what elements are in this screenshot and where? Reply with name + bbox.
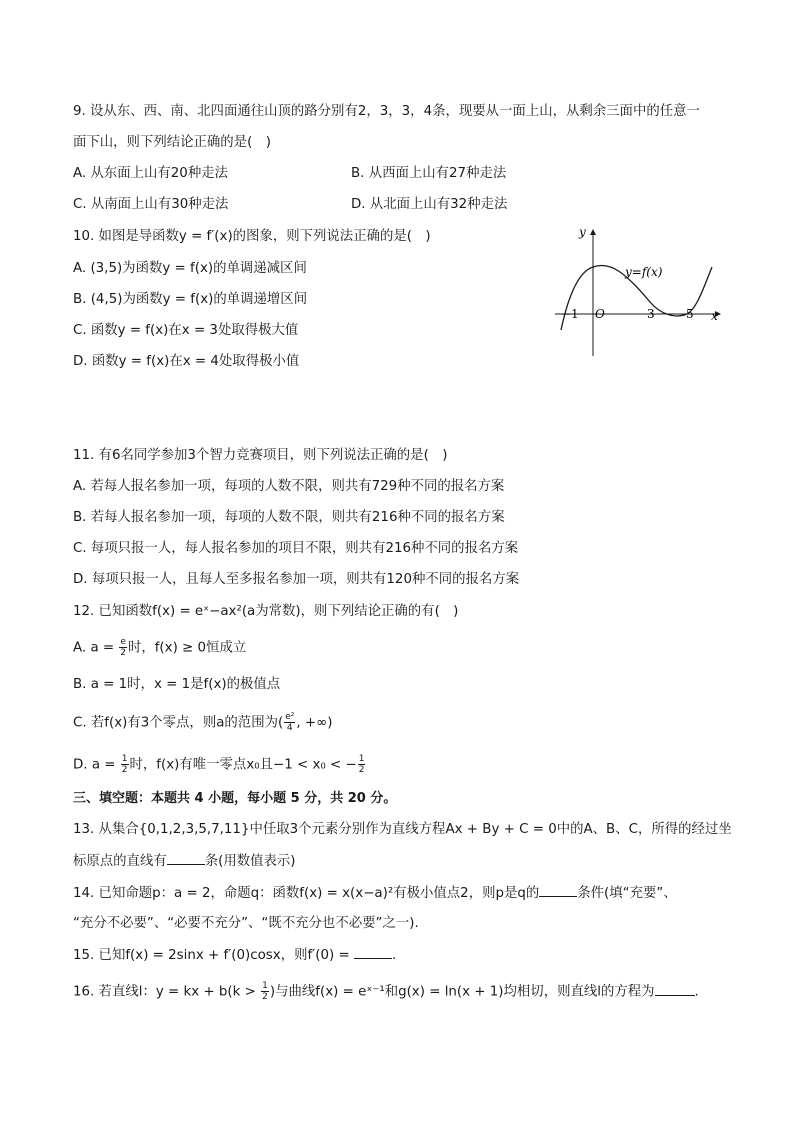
q12-d-numerator-2: 1 [358,754,365,764]
q16-middle: )与曲线f(x) = eˣ⁻¹和g(x) = ln(x + 1)均相切，则直线l的方程为 [269,984,655,1000]
q12-option-d [73,754,366,775]
tick-label-5: 5 [686,307,694,321]
q9-stem-line2: 面下山，则下列结论正确的是( ) [73,135,271,150]
q11-option-b: B. 若每人报名参加一项，每项的人数不限，则共有216种不同的报名方案 [73,510,505,525]
q16-line [73,981,699,1002]
q12-a-denominator: 2 [120,648,127,658]
q15-prefix: 15. 已知f(x) = 2sinx + f′(0)cosx，则f′(0) = [73,948,354,963]
section-fill-in-heading: 三、填空题：本题共 4 小题，每小题 5 分，共 20 分。 [73,791,397,806]
q9-option-b: B. 从西面上山有27种走法 [351,166,507,181]
q13-line2 [73,852,296,871]
q14-line1 [73,884,677,903]
q16-prefix: 16. 若直线l：y = kx + b(k > [73,984,261,1000]
origin-label: O [595,307,605,321]
q12-a-prefix: A. a = [73,640,119,656]
q10-option-a: A. (3,5)为函数y = f(x)的单调递减区间 [73,261,307,276]
q14-line1-suffix: 条件(填“充要”、 [577,886,677,901]
q12-d-middle: 时，f(x)有唯一零点x₀且−1 < x₀ < − [129,757,357,773]
q10-option-d: D. 函数y = f(x)在x = 4处取得极小值 [73,354,300,369]
q16-suffix: . [694,984,699,1000]
x-axis-label: x [711,309,718,323]
q14-line1-prefix: 14. 已知命题p：a = 2，命题q：函数f(x) = x(x−a)²有极小值点2，则p是q的 [73,886,540,901]
q9-option-d: D. 从北面上山有32种走法 [351,197,508,212]
q13-answer-blank[interactable] [167,852,205,865]
q12-a-suffix: 时，f(x) ≥ 0恒成立 [127,640,247,656]
y-axis-label: y [579,225,586,239]
q13-line1: 13. 从集合{0,1,2,3,5,7,11}中任取3个元素分别作为直线方程Ax + By + C = 0中的A、B、C，所得的经过坐 [73,822,732,837]
q15-answer-blank[interactable] [354,946,392,959]
q10-option-c: C. 函数y = f(x)在x = 3处取得极大值 [73,323,299,338]
q10-stem: 10. 如图是导函数y = f′(x)的图象，则下列说法正确的是( ) [73,229,431,244]
q12-d-numerator: 1 [121,754,128,764]
q12-c-denominator: 4 [286,723,293,733]
q13-line2-prefix: 标原点的直线有 [73,854,167,869]
q16-fraction [261,981,269,1002]
q9-option-a: A. 从东面上山有20种走法 [73,166,228,181]
q11-stem: 11. 有6名同学参加3个智力竞赛项目，则下列说法正确的是( ) [73,448,448,463]
curve-label: y=f(x) [625,265,663,279]
q12-option-b: B. a = 1时，x = 1是f(x)的极值点 [73,677,281,692]
q11-option-d: D. 每项只报一人，且每人至多报名参加一项，则共有120种不同的报名方案 [73,572,520,587]
tick-label-3: 3 [647,307,655,321]
q13-line2-suffix: 条(用数值表示) [204,854,296,869]
q12-a-fraction [119,637,127,658]
q12-c-fraction [284,712,295,733]
q16-numerator: 1 [262,981,268,991]
q12-d-fraction [121,754,129,775]
q12-d-fraction-2 [358,754,366,775]
tick-label-neg1: −1 [561,307,579,321]
q11-option-c: C. 每项只报一人，每人报名参加的项目不限，则共有216种不同的报名方案 [73,541,519,556]
q12-option-c [73,712,332,733]
q16-denominator: 2 [262,992,268,1002]
q12-d-denominator: 2 [121,765,128,775]
q9-stem-line1: 9. 设从东、西、南、北四面通往山顶的路分别有2，3，3，4条，现要从一面上山，从剩余三面中的任意一 [73,104,700,119]
q16-answer-blank[interactable] [655,983,695,996]
q12-stem: 12. 已知函数f(x) = eˣ−ax²(a为常数)，则下列结论正确的有( ) [73,604,459,619]
q12-a-numerator: e [120,637,126,647]
q15-line [73,946,396,965]
q12-d-denominator-2: 2 [358,765,365,775]
q14-line2: “充分不必要”、“必要不充分”、“既不充分也不必要”之一). [73,916,419,931]
q10-option-b: B. (4,5)为函数y = f(x)的单调递增区间 [73,292,308,307]
q12-c-prefix: C. 若f(x)有3个零点，则a的范围为( [73,715,284,731]
q12-option-a [73,637,246,658]
q12-c-suffix: , +∞) [296,715,333,731]
q12-c-numerator: e² [285,712,295,722]
derivative-graph [555,224,725,362]
q11-option-a: A. 若每人报名参加一项，每项的人数不限，则共有729种不同的报名方案 [73,479,505,494]
q9-option-c: C. 从南面上山有30种走法 [73,197,229,212]
q14-answer-blank[interactable] [539,884,577,897]
q12-d-prefix: D. a = [73,757,120,773]
q15-suffix: . [391,948,397,963]
